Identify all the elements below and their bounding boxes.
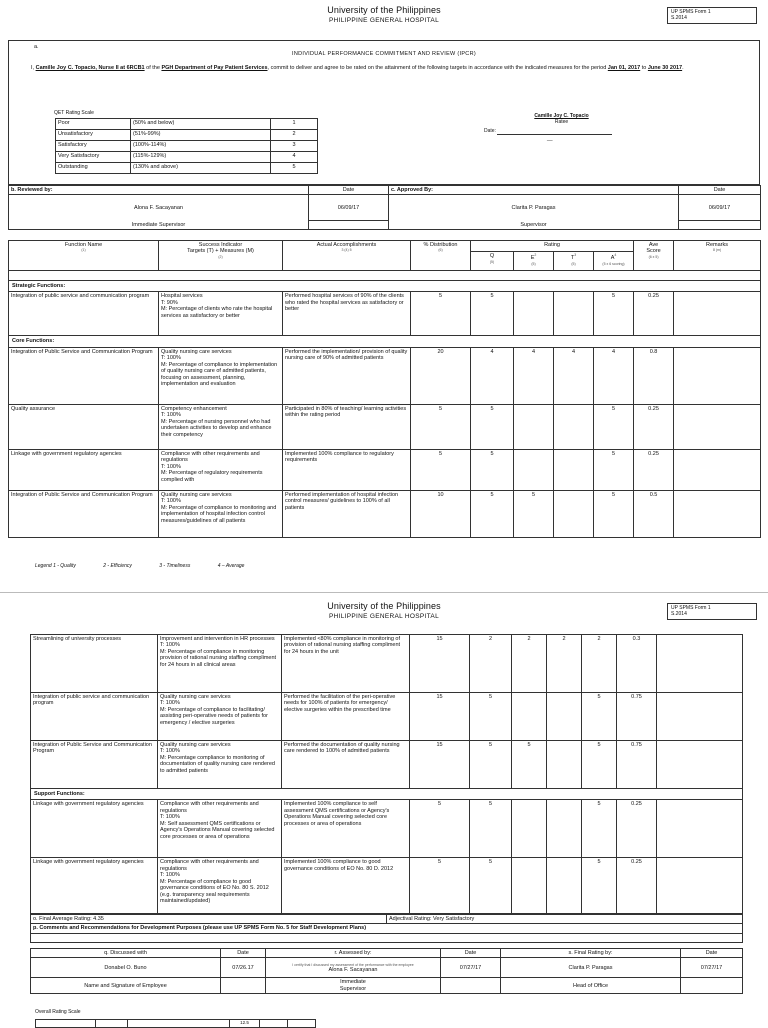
adjectival-rating: Adjectival Rating: Very Satisfactory	[387, 915, 743, 924]
commitment-text: to	[641, 65, 647, 71]
discussed-with-label: q. Discussed with	[31, 949, 221, 958]
remarks	[657, 635, 743, 693]
rating-t	[554, 449, 594, 490]
success-indicator: Quality nursing care services T: 100% M: Percentage of compliance to facilitating/ assisting peri-operative needs of patients for emergency / elective surgeries	[158, 693, 282, 741]
col-num: 8 (m)	[712, 248, 722, 253]
empty-cell	[679, 221, 761, 230]
table-row	[31, 800, 743, 858]
rating-q: 5	[471, 490, 514, 537]
success-indicator: Hospital services T: 90% M: Percentage of clients who rate the hospital services as satisfactory or better	[159, 292, 283, 336]
date-label: Date:	[484, 127, 496, 134]
rating-scale-title: QET Rating Scale	[54, 110, 94, 116]
rating-a: 4	[594, 347, 634, 404]
rating-scale-row	[56, 119, 318, 130]
col-rating: Rating	[471, 241, 634, 252]
rating-scale-score: 5	[271, 163, 318, 174]
success-indicator: Compliance with other requirements and regulations T: 100% M: Self assessment QMS certifications or Agency's Operations Manual covering selected core processes or area of operations	[158, 800, 282, 858]
column-header-row	[9, 241, 761, 252]
distribution-value: 5	[410, 858, 470, 914]
ratee-role: Ratee	[554, 118, 569, 125]
col-num: (5)	[531, 261, 536, 266]
col-label: Score	[646, 248, 661, 255]
rating-a: 5	[594, 292, 634, 336]
rating-t	[547, 800, 582, 858]
rating-q: 5	[471, 449, 514, 490]
col-label: % Distribution	[423, 242, 458, 248]
col-remarks	[674, 241, 761, 271]
rating-scale-range: (130% and above)	[131, 163, 271, 174]
rating-q: 4	[471, 347, 514, 404]
distribution-value: 5	[410, 800, 470, 858]
actual-accomplishment: Performed the implementation/ provision of quality nursing care of 90% of admitted patients	[283, 347, 411, 404]
form-number: UP SPMS Form 1	[671, 9, 711, 15]
date-header: Date	[309, 186, 389, 195]
ave-score: 0.25	[617, 800, 657, 858]
ipcr-title: INDIVIDUAL PERFORMANCE COMMITMENT AND REVIEW (IPCR)	[292, 51, 476, 57]
rating-scale-table	[55, 118, 318, 174]
remarks	[674, 292, 761, 336]
function-name: Integration of Public Service and Communication Program	[9, 490, 159, 537]
success-indicator: Compliance with other requirements and regulations T: 100% M: Percentage of regulatory requirements complied with	[159, 449, 283, 490]
final-rating-by-label: s. Final Rating by:	[501, 949, 681, 958]
rating-a: 5	[594, 404, 634, 449]
rating-q: 5	[470, 741, 512, 789]
rating-e: 5	[512, 741, 547, 789]
ave-score: 0.5	[634, 490, 674, 537]
comments-label: p. Comments and Recommendations for Development Purposes (please use UP SPMS Form No. 5 for Staff Development Plans)	[31, 924, 743, 933]
rating-e: 4	[514, 347, 554, 404]
col-num: (6)	[438, 248, 443, 253]
commitment-text: , commit to deliver and agree to be rated on the attainment of the following targets in accordance with the indicated measures for the period	[267, 65, 607, 71]
success-indicator: Competency enhancement T: 100% M: Percentage of nursing personnel who had undertaken activities to develop and enhance their competency	[159, 404, 283, 449]
remarks	[674, 347, 761, 404]
function-name: Integration of Public Service and Communication Program	[9, 347, 159, 404]
distribution-value: 15	[410, 693, 470, 741]
col-sup: 3	[574, 253, 577, 258]
hospital-name: PHILIPPINE GENERAL HOSPITAL	[329, 16, 439, 24]
rating-t	[547, 858, 582, 914]
approver-name: Clarita P. Paragas	[389, 195, 679, 221]
col-label: Ave	[648, 242, 659, 248]
form-number-box	[667, 603, 757, 620]
legend-efficiency: 2 - Efficiency	[103, 563, 132, 569]
legend-quality: Legend 1 - Quality	[35, 563, 76, 569]
col-success-indicator	[159, 241, 283, 271]
university-name: University of the Philippines	[327, 5, 441, 15]
section-letter: a.	[34, 44, 39, 50]
ipcr-commitment-box	[8, 40, 760, 185]
date-line	[497, 134, 612, 135]
rating-scale-score: 4	[271, 152, 318, 163]
final-role: Head of Office	[501, 978, 681, 994]
table-row	[9, 449, 761, 490]
rating-e: 2	[512, 635, 547, 693]
hospital-name: PHILIPPINE GENERAL HOSPITAL	[329, 612, 439, 620]
function-name: Streamlining of university processes	[31, 635, 158, 693]
table-row	[9, 292, 761, 336]
section-label: Support Functions:	[31, 789, 743, 800]
actual-accomplishment: Participated in 80% of teaching/ learning activities within the rating period	[283, 404, 411, 449]
rating-a: 5	[582, 800, 617, 858]
form-number: UP SPMS Form 1	[671, 605, 711, 611]
distribution-value: 20	[411, 347, 471, 404]
ipcr-main-table	[8, 240, 761, 538]
assessed-date: 07/27/17	[441, 958, 501, 978]
col-sup: 4	[614, 253, 617, 258]
ave-score: 0.25	[634, 404, 674, 449]
rating-scale-label: Unsatisfactory	[56, 130, 131, 141]
table-row	[9, 347, 761, 404]
function-name: Integration of public service and communication program	[9, 292, 159, 336]
rating-e	[512, 858, 547, 914]
rating-q: 5	[470, 693, 512, 741]
col-num: (2)	[218, 254, 223, 259]
form-number-box	[667, 7, 757, 24]
col-label: Remarks	[706, 242, 729, 248]
table-row	[31, 741, 743, 789]
legend-timeliness: 3 - Timeliness	[159, 563, 191, 569]
col-accomplishments	[283, 241, 411, 271]
page-header	[0, 601, 768, 620]
rating-e	[512, 693, 547, 741]
col-label: T	[570, 255, 575, 262]
function-name: Linkage with government regulatory agencies	[31, 800, 158, 858]
actual-accomplishment: Performed implementation of hospital infection control measures/ guidelines to 100% of all patients	[283, 490, 411, 537]
signoff-table	[30, 948, 743, 994]
section-row	[31, 789, 743, 800]
col-num: (6 x 5)	[648, 254, 659, 259]
col-distribution	[411, 241, 471, 271]
rating-scale-score: 3	[271, 141, 318, 152]
col-label: Function Name	[64, 242, 103, 248]
actual-accomplishment: Performed the facilitation of the peri-operative needs for 100% of patients for emergency/ elective surgeries within the prescribed time	[282, 693, 410, 741]
overall-scale-title: Overall Rating Scale	[35, 1009, 81, 1015]
discussed-date: 07/26.17	[221, 958, 266, 978]
spacer-cell	[9, 271, 761, 281]
legend	[35, 564, 270, 570]
table-row	[9, 490, 761, 537]
rating-scale-row	[56, 163, 318, 174]
approved-by-label: c. Approved By:	[389, 186, 679, 195]
rating-e	[512, 800, 547, 858]
empty-cell	[309, 221, 389, 230]
section-row	[9, 336, 761, 347]
final-rating-date: 07/27/17	[681, 958, 743, 978]
rating-e	[514, 404, 554, 449]
actual-accomplishment: Implemented <80% compliance in monitoring of provision of rational nursing staffing compliment for 24 hours in the unit	[282, 635, 410, 693]
rating-q: 5	[470, 800, 512, 858]
assessor-role-line: Supervisor	[339, 985, 367, 992]
date-header: Date	[221, 949, 266, 958]
rating-e: 5	[514, 490, 554, 537]
approve-date: 06/09/17	[679, 195, 761, 221]
legend-average: 4 – Average	[217, 563, 245, 569]
col-function-name	[9, 241, 159, 271]
function-name: Integration of Public Service and Communication Program	[31, 741, 158, 789]
remarks	[674, 449, 761, 490]
final-rater-name: Clarita P. Paragas	[501, 958, 681, 978]
col-ave-score	[634, 241, 674, 271]
employee-name: Camille Joy C. Topacio, Nurse II at 6RCB1	[35, 65, 145, 71]
date-header: Date	[679, 186, 761, 195]
spacer-row	[9, 271, 761, 281]
function-name: Linkage with government regulatory agencies	[9, 449, 159, 490]
empty-cell	[441, 978, 501, 994]
assessor-name: Alona F. Sacayanan	[328, 966, 378, 973]
ave-score: 0.8	[634, 347, 674, 404]
success-indicator: Quality nursing care services T: 100% M: Percentage compliance to monitoring of documentation of quality nursing care rendered to admitted patients	[158, 741, 282, 789]
rating-t	[547, 741, 582, 789]
table-row	[9, 404, 761, 449]
distribution-value: 5	[411, 404, 471, 449]
rating-q: 2	[470, 635, 512, 693]
rating-t: 2	[547, 635, 582, 693]
col-label: E	[530, 255, 535, 262]
commitment-text: I,	[31, 65, 35, 71]
rating-t	[554, 404, 594, 449]
rating-t	[547, 693, 582, 741]
rating-scale-range: (100%-114%)	[131, 141, 271, 152]
remarks	[657, 800, 743, 858]
actual-accomplishment: Implemented 100% compliance to good governance conditions of EO No. 80 D. 2012	[282, 858, 410, 914]
period-from: Jan 01, 2017	[607, 65, 641, 71]
dash-mark: __	[547, 135, 553, 142]
rating-scale-score: 1	[271, 119, 318, 130]
success-indicator: Quality nursing care services T: 100% M: Percentage of compliance to monitoring and implementation of hospital infection control measures/guidelines of all patients	[159, 490, 283, 537]
ave-score: 0.75	[617, 693, 657, 741]
col-e	[514, 252, 554, 271]
period-to: June 30 2017	[647, 65, 683, 71]
commitment-statement	[31, 65, 741, 72]
ratee-name: Camille Joy C. Topacio	[534, 113, 589, 119]
function-name: Linkage with government regulatory agencies	[31, 858, 158, 914]
rating-q: 5	[471, 404, 514, 449]
rating-e	[514, 449, 554, 490]
assessed-by-label: r. Assessed by:	[266, 949, 441, 958]
distribution-value: 5	[411, 449, 471, 490]
rating-scale-score: 2	[271, 130, 318, 141]
review-date: 06/09/17	[309, 195, 389, 221]
ave-score: 0.75	[617, 741, 657, 789]
col-num: 3 (4) 5	[341, 248, 352, 253]
col-label: Q	[489, 253, 495, 260]
rating-scale-row	[56, 152, 318, 163]
rating-scale-label: Very Satisfactory	[56, 152, 131, 163]
empty-cell	[221, 978, 266, 994]
table-row	[31, 693, 743, 741]
review-approval-table	[8, 185, 761, 230]
page-header	[0, 5, 768, 24]
section-row	[9, 281, 761, 292]
distribution-value: 15	[410, 635, 470, 693]
distribution-value: 10	[411, 490, 471, 537]
comments-area	[31, 933, 743, 942]
function-name: Integration of public service and communication program	[31, 693, 158, 741]
form-series: S.2014	[671, 15, 687, 22]
col-num: (5 x 6 scoring)	[602, 261, 625, 266]
actual-accomplishment: Implemented 100% compliance to self assessment QMS certifications or Agency's Operations Manual covering selected core processes or area of operations	[282, 800, 410, 858]
ratee-date	[484, 129, 644, 135]
col-label: Success Indicator	[198, 242, 243, 248]
col-num: (1)	[81, 248, 86, 253]
employee-role: Name and Signature of Employee	[31, 978, 221, 994]
ave-score: 0.25	[634, 449, 674, 490]
col-label: Actual Accomplishments	[316, 242, 377, 248]
rating-scale-label: Satisfactory	[56, 141, 131, 152]
commitment-text: of the	[146, 65, 160, 71]
distribution-value: 5	[411, 292, 471, 336]
col-t	[554, 252, 594, 271]
date-header: Date	[681, 949, 743, 958]
rating-scale-range: (115%-129%)	[131, 152, 271, 163]
rating-e	[514, 292, 554, 336]
reviewer-name: Alona F. Sacayanan	[9, 195, 309, 221]
rating-scale-range: (51%-99%)	[131, 130, 271, 141]
ratee-block	[479, 114, 644, 143]
rating-scale-label: Poor	[56, 119, 131, 130]
col-num: (5)	[489, 259, 495, 264]
table-row	[31, 635, 743, 693]
final-rating-table	[30, 914, 743, 943]
rating-t	[554, 490, 594, 537]
rating-scale-row	[56, 130, 318, 141]
page-2	[0, 592, 768, 1024]
assessor-role	[266, 978, 441, 994]
reviewed-by-label: b. Reviewed by:	[9, 186, 309, 195]
actual-accomplishment: Performed hospital services of 90% of the clients who rated the hospital services as satisfactory or better	[283, 292, 411, 336]
date-header: Date	[441, 949, 501, 958]
remarks	[674, 404, 761, 449]
rating-scale-label: Outstanding	[56, 163, 131, 174]
table-row	[31, 858, 743, 914]
distribution-value: 15	[410, 741, 470, 789]
rating-a: 5	[594, 490, 634, 537]
form-series: S.2014	[671, 611, 687, 618]
col-label: Targets (T) + Measures (M)	[187, 248, 254, 255]
rating-q: 5	[471, 292, 514, 336]
approver-role: Supervisor	[389, 221, 679, 230]
col-a	[594, 252, 634, 271]
certify-note: I certify that I discussed my assessment of the performance with the employee	[292, 962, 414, 967]
section-label: Core Functions:	[9, 336, 761, 347]
rating-a: 2	[582, 635, 617, 693]
remarks	[657, 693, 743, 741]
rating-q: 5	[470, 858, 512, 914]
actual-accomplishment: Implemented 100% compliance to regulatory requirements	[283, 449, 411, 490]
commitment-text: .	[682, 65, 684, 71]
rating-scale-row	[56, 141, 318, 152]
remarks	[657, 858, 743, 914]
rating-a: 5	[594, 449, 634, 490]
final-average-rating: o. Final Average Rating: 4.35	[31, 915, 387, 924]
actual-accomplishment: Performed the documentation of quality nursing care rendered to 100% of admitted patients	[282, 741, 410, 789]
ipcr-main-table-continued	[30, 634, 743, 914]
col-label: A	[610, 255, 615, 262]
col-sup: 2	[534, 253, 537, 258]
success-indicator: Improvement and intervention in HR processes T: 100% M: Percentage of compliance in monitoring provision of rational nursing staffing compliment for 24 hours in all clinical areas	[158, 635, 282, 693]
department-name: PGH Department of Pay Patient Services	[161, 65, 268, 71]
rating-scale-range: (50% and below)	[131, 119, 271, 130]
rating-a: 5	[582, 741, 617, 789]
university-name: University of the Philippines	[327, 601, 441, 611]
success-indicator: Compliance with other requirements and regulations T: 100% M: Percentage of compliance to good governance conditions of EO No. 80 S. 2012 (e.g. transparency seal requirements maintained/updated)	[158, 858, 282, 914]
rating-a: 5	[582, 693, 617, 741]
ave-score: 0.3	[617, 635, 657, 693]
reviewer-role: Immediate Supervisor	[9, 221, 309, 230]
col-q	[471, 252, 514, 271]
rating-t: 4	[554, 347, 594, 404]
col-num: (5)	[571, 261, 576, 266]
employee-signature: Donabel O. Buno	[31, 958, 221, 978]
rating-a: 5	[582, 858, 617, 914]
overall-partial-value: 12.5	[230, 1020, 260, 1028]
ave-score: 0.25	[617, 858, 657, 914]
remarks	[657, 741, 743, 789]
ave-score: 0.25	[634, 292, 674, 336]
assessor-cell	[266, 958, 441, 978]
empty-cell	[681, 978, 743, 994]
section-label: Strategic Functions:	[9, 281, 761, 292]
rating-t	[554, 292, 594, 336]
function-name: Quality assurance	[9, 404, 159, 449]
remarks	[674, 490, 761, 537]
success-indicator: Quality nursing care services T: 100% M: Percentage of compliance to implementation of quality nursing care of admitted patients, focusing on assessment, planning, implementation and evaluation	[159, 347, 283, 404]
assessor-role-line: Immediate	[340, 979, 366, 986]
